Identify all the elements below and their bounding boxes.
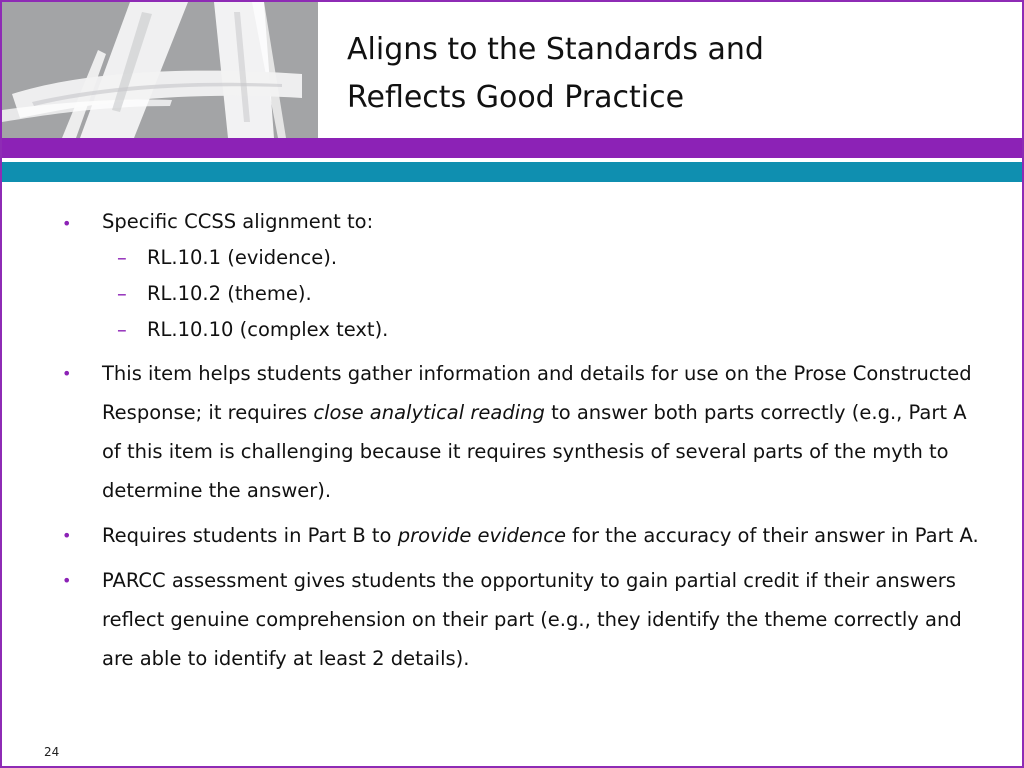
bullet-item — [60, 204, 980, 348]
sub-item-text: RL.10.2 (theme). — [147, 282, 312, 305]
sub-item — [60, 312, 980, 348]
bullet-text-part: Requires students in Part B to — [102, 524, 398, 547]
teal-divider-bar — [2, 162, 1024, 182]
dash-icon: – — [117, 318, 127, 341]
logo-a-icon — [2, 2, 318, 138]
bullet-text: PARCC assessment gives students the opportunity to gain partial credit if their answers reflect genuine comprehension on their part (e.g., they identify the theme correctly and are able to identify at least 2 details). — [102, 569, 962, 670]
bullet-emphasis: provide evidence — [397, 524, 566, 547]
title-line-2: Reflects Good Practice — [347, 80, 685, 115]
bullet-item — [60, 561, 980, 678]
bullet-item — [60, 354, 980, 510]
bullet-item — [60, 516, 980, 555]
sub-item-text: RL.10.10 (complex text). — [147, 318, 389, 341]
bullet-text-part: for the accuracy of their answer in Part A. — [565, 524, 979, 547]
bullet-text-part: to answer both parts correctly (e.g., Part A of this item is challenging because it requires synthesis of several parts of the myth to determine the answer). — [102, 401, 967, 502]
bullet-text: Specific CCSS alignment to: — [102, 210, 374, 233]
page-number: 24 — [44, 745, 60, 759]
sub-list — [60, 240, 980, 348]
slide-title — [347, 26, 987, 122]
bullet-text-part: This item helps students gather information and details for use on the Prose Constructed Response; it requires — [102, 362, 972, 424]
bullet-emphasis: close analytical reading — [313, 401, 545, 424]
title-line-1: Aligns to the Standards and — [347, 32, 764, 67]
sub-item — [60, 276, 980, 312]
purple-divider-bar — [2, 138, 1024, 158]
bullet-dot-icon: • — [62, 214, 72, 233]
dash-icon: – — [117, 282, 127, 305]
bullet-list — [60, 204, 980, 684]
sub-item — [60, 240, 980, 276]
bullet-dot-icon: • — [62, 364, 72, 383]
dash-icon: – — [117, 246, 127, 269]
bullet-dot-icon: • — [62, 571, 72, 590]
sub-item-text: RL.10.1 (evidence). — [147, 246, 338, 269]
bullet-dot-icon: • — [62, 526, 72, 545]
brush-stroke-A-logo — [2, 2, 318, 138]
